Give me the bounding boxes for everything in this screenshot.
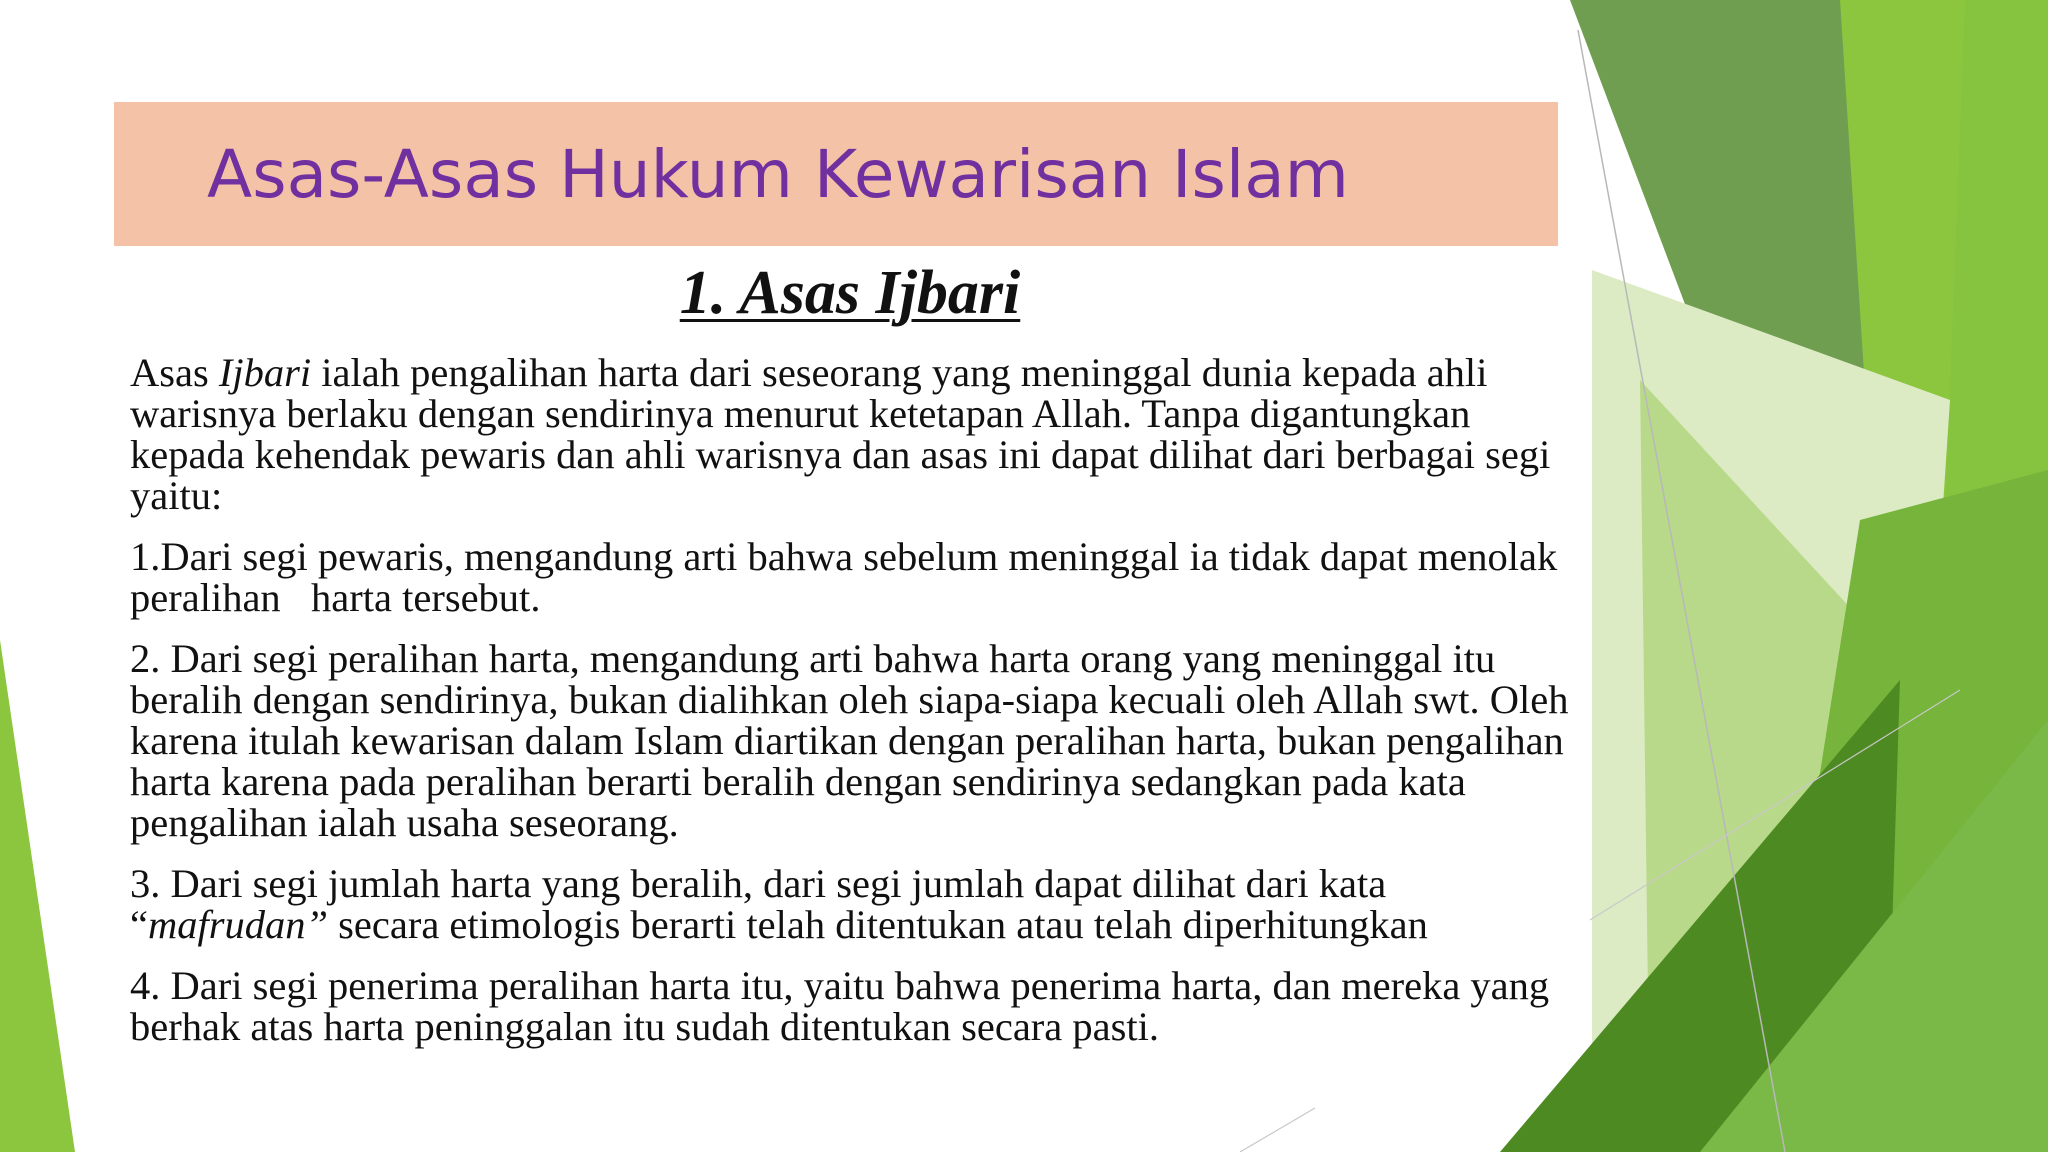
- page-title: Asas-Asas Hukum Kewarisan Islam: [207, 135, 1349, 213]
- intro-italic-term: Ijbari: [218, 350, 312, 395]
- point-1-paragraph: [130, 536, 1590, 618]
- point-1-text: 1.Dari segi pewaris, mengandung arti bahwa sebelum meninggal ia tidak dapat menolak peralihan harta tersebut.: [130, 534, 1568, 620]
- point-3-paragraph: [130, 863, 1590, 945]
- intro-part1: Asas: [130, 350, 219, 395]
- point-2-paragraph: [130, 638, 1590, 843]
- point-3-italic-term: mafrudan”: [147, 902, 329, 947]
- title-band: [114, 102, 1558, 246]
- decor-line-3: [1240, 1108, 1315, 1152]
- point-4-paragraph: [130, 965, 1590, 1047]
- point-4-text: 4. Dari segi penerima peralihan harta itu, yaitu bahwa penerima harta, dan mereka yang berhak atas harta peninggalan itu sudah ditentukan secara pasti.: [130, 963, 1560, 1049]
- section-subtitle: 1. Asas Ijbari: [679, 259, 1021, 327]
- intro-paragraph: [130, 352, 1590, 516]
- point-3-part3: secara etimologis berarti telah ditentukan atau telah diperhitungkan: [328, 902, 1428, 947]
- intro-part3: ialah pengalihan harta dari seseorang yang meninggal dunia kepada ahli warisnya berlaku dengan sendirinya menurut ketetapan Allah. Tanpa digantungkan kepada kehendak pewaris dan ahli warisnya dan asas ini dapat dilihat dari berbagai segi yaitu:: [130, 350, 1561, 518]
- point-3-part1: 3. Dari segi jumlah harta yang beralih, dari segi jumlah dapat dilihat dari kata “: [130, 861, 1397, 947]
- body-content: [130, 352, 1590, 1067]
- point-2-text: 2. Dari segi peralihan harta, mengandung arti bahwa harta orang yang meninggal itu beralih dengan sendirinya, bukan dialihkan oleh siapa-siapa kecuali oleh Allah swt. Oleh karena itulah kewarisan dalam Islam diartikan dengan peralihan harta, bukan pengalihan harta karena pada peralihan berarti beralih dengan sendirinya sedangkan pada kata pengalihan ialah usaha seseorang.: [130, 636, 1579, 845]
